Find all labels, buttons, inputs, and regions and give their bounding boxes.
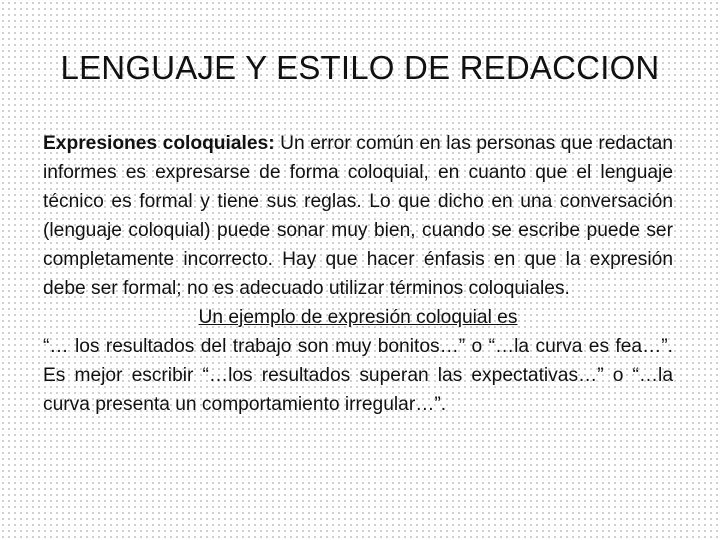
slide-title: LENGUAJE Y ESTILO DE REDACCION bbox=[60, 49, 660, 86]
example-heading: Un ejemplo de expresión coloquial es bbox=[198, 307, 518, 328]
paragraph-label: Expresiones coloquiales: bbox=[43, 133, 275, 154]
paragraph-colloquial-expressions bbox=[43, 129, 673, 303]
example-heading-line bbox=[43, 303, 673, 332]
paragraph-text: Un error común en las personas que redactan informes es expresarse de forma coloquial, en cuanto que el lenguaje técnico es formal y tiene sus reglas. Lo que dicho en una conversación (lenguaje coloquial) puede sonar muy bien, cuando se escribe puede ser completamente incorrecto. Hay que hacer énfasis en que la expresión debe ser formal; no es adecuado utilizar términos coloquiales. bbox=[43, 133, 673, 299]
paragraph-example: “… los resultados del trabajo son muy bonitos…” o “…la curva es fea…”. Es mejor escribir “…los resultados superan las expectativas…” o “…la curva presenta un comportamiento irregular…”. bbox=[43, 336, 673, 415]
slide-body bbox=[43, 129, 673, 419]
